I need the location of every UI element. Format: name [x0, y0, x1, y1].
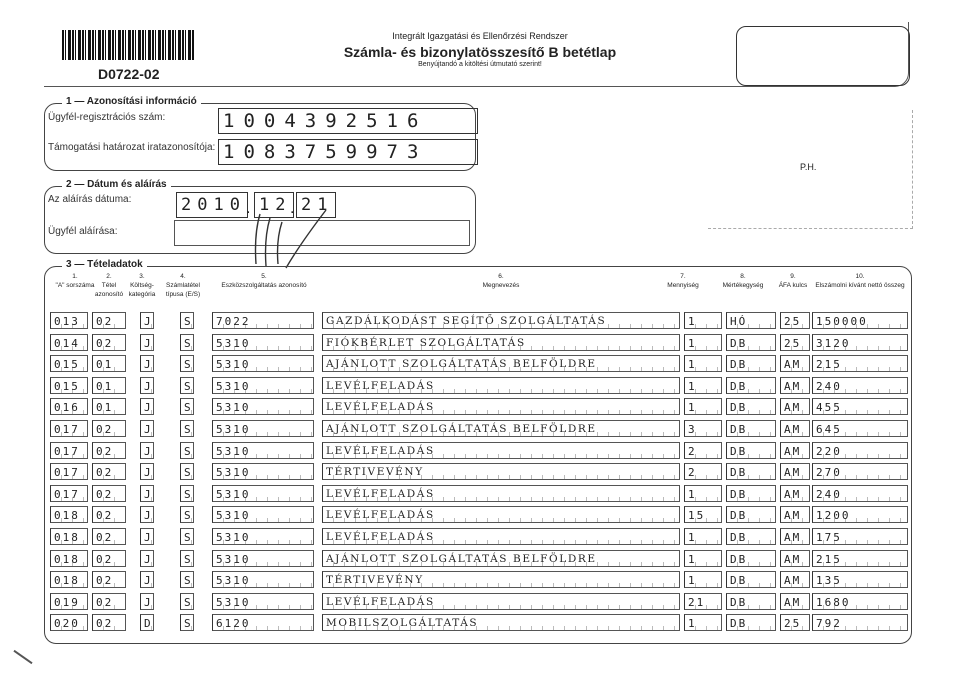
cell-k[interactable]: J — [140, 571, 154, 588]
cell-a[interactable]: 018 — [50, 506, 88, 523]
cell-k[interactable]: J — [140, 398, 154, 415]
column-label: Számlatétel típusa (E/S) — [165, 282, 201, 298]
cell-code[interactable]: 5310 — [212, 377, 314, 394]
form-title: Számla- és bizonylatösszesítő B betétlap — [343, 44, 617, 60]
cell-qty[interactable]: 2 — [684, 442, 722, 459]
cell-code[interactable]: 5310 — [212, 506, 314, 523]
cell-amount[interactable]: 215 — [812, 355, 908, 372]
cell-e[interactable]: S — [180, 398, 194, 415]
cell-t[interactable]: 02 — [92, 312, 126, 329]
cell-vat[interactable]: AM — [780, 377, 810, 394]
cell-t[interactable]: 02 — [92, 550, 126, 567]
signature-label: Ügyfél aláírása: — [48, 226, 118, 237]
cell-k[interactable]: J — [140, 312, 154, 329]
cell-t[interactable]: 01 — [92, 377, 126, 394]
cell-unit[interactable]: DB — [726, 377, 776, 394]
column-header-7 — [660, 272, 706, 290]
column-number: 5. — [261, 273, 267, 280]
cell-a[interactable]: 015 — [50, 377, 88, 394]
cell-vat[interactable]: AM — [780, 442, 810, 459]
cell-e[interactable]: S — [180, 614, 194, 631]
cell-unit[interactable]: DB — [726, 593, 776, 610]
cell-vat[interactable]: AM — [780, 593, 810, 610]
cell-qty[interactable]: 2 — [684, 463, 722, 480]
cell-k[interactable]: J — [140, 463, 154, 480]
cell-code[interactable]: 5310 — [212, 571, 314, 588]
reg-number-label: Ügyfél-regisztrációs szám: — [48, 112, 166, 123]
cell-a[interactable]: 018 — [50, 550, 88, 567]
handwritten-signature — [226, 204, 336, 274]
cell-a[interactable]: 014 — [50, 334, 88, 351]
column-label: Mennyiség — [667, 282, 699, 289]
date-separator: . — [246, 200, 251, 217]
section-date-signature-title: 2 — Dátum és aláírás — [62, 179, 171, 190]
cell-name[interactable]: TÉRTIVEVÉNY — [322, 463, 680, 480]
column-number: 1. — [72, 273, 78, 280]
page-number-box[interactable] — [736, 26, 910, 86]
cell-amount[interactable]: 1680 — [812, 593, 908, 610]
cell-code[interactable]: 5310 — [212, 398, 314, 415]
cell-unit[interactable]: DB — [726, 506, 776, 523]
cell-k[interactable]: J — [140, 485, 154, 502]
cell-name[interactable]: LEVÉLFELADÁS — [322, 442, 680, 459]
cell-qty[interactable]: 1 — [684, 334, 722, 351]
cell-name[interactable]: AJÁNLOTT SZOLGÁLTATÁS BELFÖLDRE — [322, 550, 680, 567]
column-header-9 — [778, 272, 808, 290]
form-subtitle: Benyújtandó a kitöltési útmutató szerint! — [418, 61, 542, 68]
cell-unit[interactable]: DB — [726, 485, 776, 502]
column-number: 9. — [790, 273, 796, 280]
cell-name[interactable]: GAZDÁLKODÁST SEGÍTŐ SZOLGÁLTATÁS — [322, 312, 680, 329]
cell-k[interactable]: J — [140, 334, 154, 351]
cell-code[interactable]: 5310 — [212, 442, 314, 459]
cell-qty[interactable]: 1 — [684, 571, 722, 588]
cell-vat[interactable]: AM — [780, 528, 810, 545]
cell-vat[interactable]: 25 — [780, 614, 810, 631]
cell-a[interactable]: 019 — [50, 593, 88, 610]
cell-unit[interactable]: DB — [726, 463, 776, 480]
cell-e[interactable]: S — [180, 571, 194, 588]
cell-code[interactable]: 5310 — [212, 485, 314, 502]
cell-unit[interactable]: DB — [726, 420, 776, 437]
cell-k[interactable]: J — [140, 528, 154, 545]
cell-unit[interactable]: DB — [726, 398, 776, 415]
column-number: 10. — [855, 273, 865, 280]
column-label: "A" sorszáma — [55, 282, 95, 289]
reg-number-field[interactable]: 1004392516 — [218, 108, 478, 134]
cell-vat[interactable]: 25 — [780, 312, 810, 329]
cell-e[interactable]: S — [180, 593, 194, 610]
cell-qty[interactable]: 1 — [684, 528, 722, 545]
column-header-8 — [718, 272, 768, 290]
cell-unit[interactable]: DB — [726, 528, 776, 545]
cell-a[interactable]: 017 — [50, 420, 88, 437]
cell-unit[interactable]: DB — [726, 614, 776, 631]
cell-code[interactable]: 5310 — [212, 463, 314, 480]
cell-vat[interactable]: AM — [780, 355, 810, 372]
cell-amount[interactable]: 135 — [812, 571, 908, 588]
cell-vat[interactable]: AM — [780, 463, 810, 480]
cell-name[interactable]: AJÁNLOTT SZOLGÁLTATÁS BELFÖLDRE — [322, 420, 680, 437]
cell-t[interactable]: 02 — [92, 506, 126, 523]
column-header-4 — [160, 272, 206, 299]
cell-e[interactable]: S — [180, 485, 194, 502]
corner-mark — [13, 650, 32, 664]
column-header-3 — [128, 272, 156, 299]
cell-amount[interactable]: 455 — [812, 398, 908, 415]
cell-vat[interactable]: AM — [780, 571, 810, 588]
column-number: 2. — [106, 273, 112, 280]
cell-qty[interactable]: 1 — [684, 614, 722, 631]
cell-qty[interactable]: 3 — [684, 420, 722, 437]
cell-name[interactable]: LEVÉLFELADÁS — [322, 528, 680, 545]
cell-e[interactable]: S — [180, 355, 194, 372]
date-year-field[interactable]: 2010 — [176, 192, 248, 218]
cell-e[interactable]: S — [180, 312, 194, 329]
stamp-label: P.H. — [800, 162, 817, 172]
cell-t[interactable]: 02 — [92, 571, 126, 588]
cell-qty[interactable]: 1 — [684, 550, 722, 567]
cell-name[interactable]: FIÓKBÉRLET SZOLGÁLTATÁS — [322, 334, 680, 351]
cell-amount[interactable]: 270 — [812, 463, 908, 480]
column-number: 7. — [680, 273, 686, 280]
cell-e[interactable]: S — [180, 377, 194, 394]
cell-code[interactable]: 7022 — [212, 312, 314, 329]
date-month-field[interactable]: 12 — [254, 192, 294, 218]
cell-name[interactable]: AJÁNLOTT SZOLGÁLTATÁS BELFÖLDRE — [322, 355, 680, 372]
cell-vat[interactable]: AM — [780, 550, 810, 567]
cell-name[interactable]: LEVÉLFELADÁS — [322, 593, 680, 610]
column-header-2 — [90, 272, 128, 299]
cell-a[interactable]: 016 — [50, 398, 88, 415]
cell-k[interactable]: J — [140, 442, 154, 459]
cell-e[interactable]: S — [180, 442, 194, 459]
column-label: ÁFA kulcs — [778, 282, 808, 289]
column-number: 6. — [498, 273, 504, 280]
cell-code[interactable]: 5310 — [212, 593, 314, 610]
cell-amount[interactable]: 215 — [812, 550, 908, 567]
cell-amount[interactable]: 792 — [812, 614, 908, 631]
cell-e[interactable]: S — [180, 528, 194, 545]
cell-amount[interactable]: 240 — [812, 377, 908, 394]
cell-t[interactable]: 02 — [92, 485, 126, 502]
cell-t[interactable]: 02 — [92, 528, 126, 545]
cell-a[interactable]: 017 — [50, 463, 88, 480]
cell-e[interactable]: S — [180, 334, 194, 351]
cell-e[interactable]: S — [180, 420, 194, 437]
date-separator: . — [290, 200, 295, 217]
cell-t[interactable]: 02 — [92, 614, 126, 631]
column-number: 8. — [740, 273, 746, 280]
decision-id-label: Támogatási határozat iratazonosítója: — [48, 142, 216, 153]
cell-qty[interactable]: 15 — [684, 506, 722, 523]
cell-unit[interactable]: DB — [726, 571, 776, 588]
cell-code[interactable]: 5310 — [212, 420, 314, 437]
column-label: Megnevezés — [482, 282, 520, 289]
column-label: Mértékegység — [722, 282, 764, 289]
column-header-6 — [320, 272, 682, 290]
cell-k[interactable]: J — [140, 420, 154, 437]
column-label: Elszámolni kívánt nettó összeg — [815, 282, 905, 289]
cell-name[interactable]: TÉRTIVEVÉNY — [322, 571, 680, 588]
cell-code[interactable]: 5310 — [212, 550, 314, 567]
cell-k[interactable]: J — [140, 377, 154, 394]
column-label: Tétel azonosító — [94, 282, 124, 298]
cell-a[interactable]: 018 — [50, 571, 88, 588]
cell-amount[interactable]: 240 — [812, 485, 908, 502]
cell-name[interactable]: LEVÉLFELADÁS — [322, 377, 680, 394]
cell-a[interactable]: 018 — [50, 528, 88, 545]
cell-vat[interactable]: 25 — [780, 334, 810, 351]
cell-e[interactable]: S — [180, 463, 194, 480]
system-name: Integrált Igazgatási és Ellenőrzési Rendszer — [392, 31, 568, 41]
cell-code[interactable]: 5310 — [212, 334, 314, 351]
cell-t[interactable]: 02 — [92, 420, 126, 437]
cell-k[interactable]: J — [140, 506, 154, 523]
cell-a[interactable]: 015 — [50, 355, 88, 372]
cell-t[interactable]: 02 — [92, 593, 126, 610]
cell-unit[interactable]: DB — [726, 550, 776, 567]
cell-qty[interactable]: 1 — [684, 355, 722, 372]
cell-qty[interactable]: 1 — [684, 485, 722, 502]
cell-amount[interactable]: 220 — [812, 442, 908, 459]
cell-amount[interactable]: 175 — [812, 528, 908, 545]
cell-code[interactable]: 6120 — [212, 614, 314, 631]
cell-a[interactable]: 017 — [50, 442, 88, 459]
cell-name[interactable]: MOBILSZOLGÁLTATÁS — [322, 614, 680, 631]
cell-k[interactable]: J — [140, 593, 154, 610]
section-items-title: 3 — Tételadatok — [62, 259, 147, 270]
column-header-5 — [214, 272, 314, 290]
column-number: 4. — [180, 273, 186, 280]
column-label: Költség-kategória — [128, 282, 156, 298]
signature-date-label: Az aláírás dátuma: — [48, 194, 132, 205]
cell-vat[interactable]: AM — [780, 420, 810, 437]
cell-k[interactable]: J — [140, 550, 154, 567]
cell-code[interactable]: 5310 — [212, 355, 314, 372]
cell-t[interactable]: 01 — [92, 355, 126, 372]
cell-amount[interactable]: 150000 — [812, 312, 908, 329]
cell-code[interactable]: 5310 — [212, 528, 314, 545]
doc-code: D0722-02 — [98, 66, 160, 82]
cell-unit[interactable]: HÓ — [726, 312, 776, 329]
column-number: 3. — [139, 273, 145, 280]
cell-amount[interactable]: 3120 — [812, 334, 908, 351]
column-label: Eszközszolgáltatás azonosító — [221, 282, 307, 289]
cell-e[interactable]: S — [180, 506, 194, 523]
cell-vat[interactable]: AM — [780, 506, 810, 523]
cell-unit[interactable]: DB — [726, 355, 776, 372]
cell-t[interactable]: 02 — [92, 463, 126, 480]
cell-unit[interactable]: DB — [726, 442, 776, 459]
cell-t[interactable]: 02 — [92, 442, 126, 459]
cell-a[interactable]: 017 — [50, 485, 88, 502]
cell-amount[interactable]: 645 — [812, 420, 908, 437]
column-header-10 — [810, 272, 910, 290]
cell-qty[interactable]: 1 — [684, 398, 722, 415]
cell-qty[interactable]: 1 — [684, 312, 722, 329]
cell-a[interactable]: 020 — [50, 614, 88, 631]
section-identification-title: 1 — Azonosítási információ — [62, 96, 201, 107]
cell-t[interactable]: 02 — [92, 334, 126, 351]
cell-a[interactable]: 013 — [50, 312, 88, 329]
cell-qty[interactable]: 21 — [684, 593, 722, 610]
cell-name[interactable]: LEVÉLFELADÁS — [322, 506, 680, 523]
cell-e[interactable]: S — [180, 550, 194, 567]
decision-id-field[interactable]: 1083759973 — [218, 139, 478, 165]
cell-unit[interactable]: DB — [726, 334, 776, 351]
cell-t[interactable]: 01 — [92, 398, 126, 415]
cell-name[interactable]: LEVÉLFELADÁS — [322, 485, 680, 502]
cell-vat[interactable]: AM — [780, 398, 810, 415]
cell-vat[interactable]: AM — [780, 485, 810, 502]
cell-qty[interactable]: 1 — [684, 377, 722, 394]
cell-k[interactable]: J — [140, 355, 154, 372]
cell-k[interactable]: D — [140, 614, 154, 631]
cell-amount[interactable]: 1200 — [812, 506, 908, 523]
cell-name[interactable]: LEVÉLFELADÁS — [322, 398, 680, 415]
date-day-field[interactable]: 21 — [296, 192, 336, 218]
